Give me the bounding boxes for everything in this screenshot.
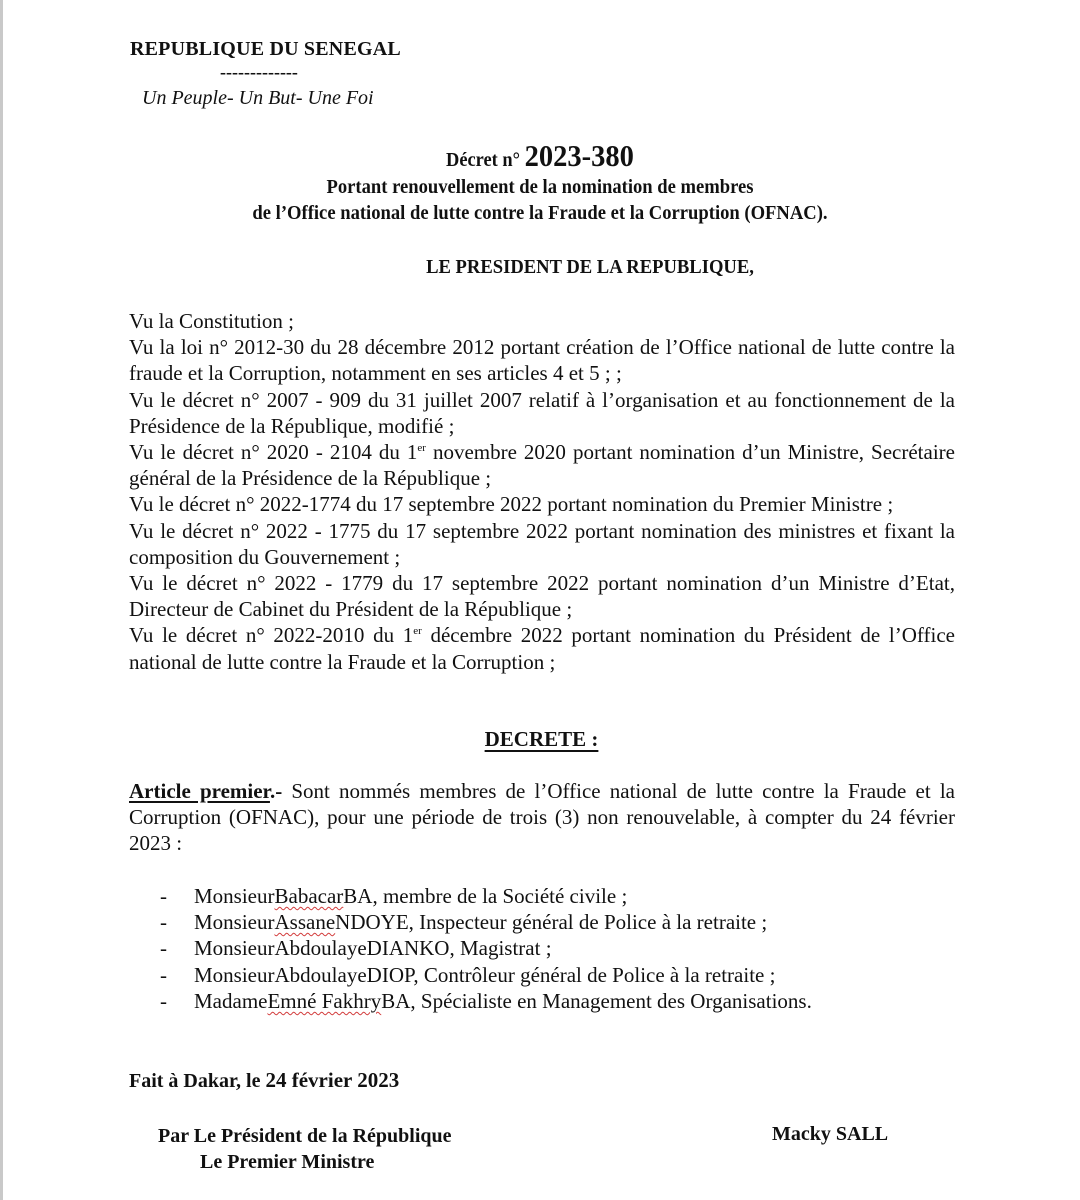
decree-title	[0, 138, 1080, 226]
member-title: Monsieur	[194, 936, 275, 961]
letterhead	[130, 38, 401, 109]
ordinal-superscript: er	[417, 442, 426, 455]
visa-item	[129, 439, 955, 491]
member-details: NDOYE, Inspecteur général de Police à la retraite ;	[335, 910, 768, 935]
visa-text: décembre 2022 portant nomination du Président de l’Office national de lutte contre la Fraude et la Corruption ;	[129, 623, 955, 674]
countersign-line-2: Le Premier Ministre	[200, 1151, 375, 1173]
visa-item: Vu la Constitution ;	[129, 309, 294, 333]
member-title: Monsieur	[194, 962, 275, 987]
visa-item: Vu le décret n° 2007 - 909 du 31 juillet 2007 relatif à l’organisation et au fonctionnement de la Présidence de la République, modifié ;	[129, 387, 955, 438]
list-item	[160, 935, 812, 961]
member-details: BA, Spécialiste en Management des Organisations.	[381, 988, 812, 1013]
member-first-name: Emné Fakhry	[267, 988, 382, 1013]
bullet-dash: -	[160, 910, 167, 935]
visa-item: Vu le décret n° 2022 - 1775 du 17 septembre 2022 portant nomination des ministres et fixant la composition du Gouvernement ;	[129, 518, 955, 569]
member-title: Monsieur	[194, 884, 275, 908]
authority-heading: LE PRESIDENT DE LA REPUBLIQUE,	[426, 256, 754, 278]
signing-date: 24 février 2023	[265, 1068, 400, 1092]
member-first-name: Assane	[274, 910, 336, 935]
article-premier	[129, 778, 955, 857]
national-motto: Un Peuple- Un But- Une Foi	[142, 87, 374, 109]
signatory-name: Macky SALL	[772, 1123, 889, 1145]
members-list	[160, 883, 812, 1014]
member-first-name: Abdoulaye	[274, 962, 367, 987]
member-first-name: Babacar	[274, 884, 344, 908]
visas-section	[129, 308, 955, 675]
place-and-date	[129, 1068, 399, 1093]
member-title: Madame	[194, 988, 268, 1013]
decree-subtitle-line-1: Portant renouvellement de la nomination de membres	[326, 176, 754, 198]
article-label: Article premier	[129, 779, 270, 803]
article-text: Sont nommés membres de l’Office national de lutte contre la Fraude et la Corruption (OFNAC), pour une période de trois (3) non renouvelable, à compter du 24 février 2023 :	[129, 779, 955, 856]
countersignature	[158, 1123, 452, 1175]
visa-text: Vu le décret n° 2020 - 2104 du 1	[129, 440, 418, 465]
countersign-line-1: Par Le Président de la République	[158, 1125, 452, 1147]
list-item	[160, 962, 812, 988]
ordinal-superscript: er	[413, 625, 422, 638]
header-separator: -------------	[220, 62, 298, 82]
member-first-name: Abdoulaye	[274, 936, 367, 961]
bullet-dash: -	[160, 988, 167, 1013]
list-item	[160, 988, 812, 1014]
bullet-dash: -	[160, 936, 167, 961]
visa-item: Vu le décret n° 2022 - 1779 du 17 septembre 2022 portant nomination d’un Ministre d’Etat, Directeur de Cabinet du Président de la République ;	[129, 571, 955, 622]
member-details: BA, membre de la Société civile ;	[343, 884, 628, 908]
visa-text: novembre 2020 portant nomination d’un Ministre, Secrétaire général de la Présidence de la République ;	[129, 440, 955, 491]
place-text: Fait à Dakar, le	[129, 1070, 266, 1092]
decree-number: 2023-380	[524, 138, 634, 173]
visa-text: Vu le décret n° 2022-2010 du 1	[129, 623, 414, 648]
country-name: REPUBLIQUE DU SENEGAL	[130, 38, 401, 60]
article-separator: .-	[269, 779, 283, 803]
decree-number-line	[43, 138, 1037, 174]
decree-subtitle-line-2: de l’Office national de lutte contre la Fraude et la Corruption (OFNAC).	[252, 202, 828, 224]
visa-item: Vu la loi n° 2012-30 du 28 décembre 2012 portant création de l’Office national de lutte contre la fraude et la Corruption, notamment en ses articles 4 et 5 ; ;	[129, 335, 955, 386]
decrete-heading-text: DECRETE :	[484, 727, 599, 751]
decrete-heading	[0, 727, 1080, 752]
list-item	[160, 883, 812, 909]
member-title: Monsieur	[194, 910, 275, 935]
member-details: DIANKO, Magistrat ;	[366, 936, 552, 961]
member-details: DIOP, Contrôleur général de Police à la retraite ;	[366, 962, 776, 987]
visa-item	[129, 622, 955, 674]
list-item	[160, 909, 812, 935]
visa-item: Vu le décret n° 2022-1774 du 17 septembre 2022 portant nomination du Premier Ministre ;	[129, 492, 894, 517]
bullet-dash: -	[160, 884, 167, 908]
bullet-dash: -	[160, 962, 167, 987]
decree-prefix: Décret n°	[446, 149, 521, 171]
